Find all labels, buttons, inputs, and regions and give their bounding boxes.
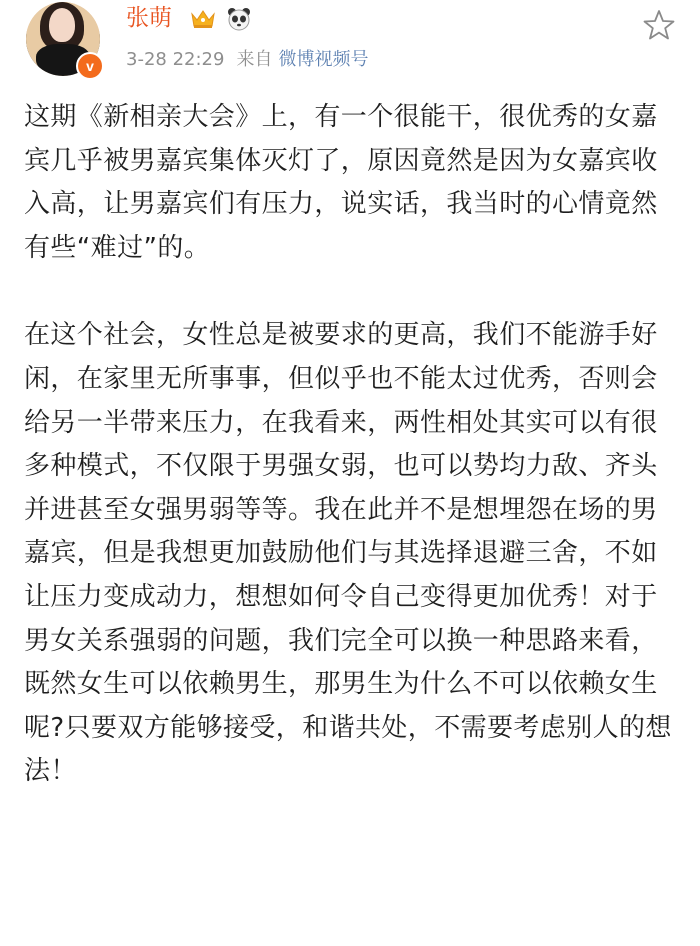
star-outline-icon[interactable] (642, 8, 676, 42)
source-link[interactable]: 微博视频号 (278, 49, 369, 70)
post-meta (126, 48, 368, 72)
author-name[interactable]: 张萌 (126, 5, 172, 31)
post-paragraph-1: 这期《新相亲大会》上，有一个很能干，很优秀的女嘉宾几乎被男嘉宾集体灭灯了，原因竟然是因为女嘉宾收入高，让男嘉宾们有压力，说实话，我当时的心情竟然有些“难过”的。 (24, 102, 658, 263)
panda-icon (226, 6, 252, 32)
source-prefix: 来自 (236, 49, 273, 70)
post-header (0, 0, 700, 92)
post-time: 3-28 22:29 (126, 49, 225, 70)
post-body (24, 96, 674, 794)
verified-v-icon: v (76, 52, 104, 80)
post-paragraph-2: 在这个社会，女性总是被要求的更高，我们不能游手好闲，在家里无所事事，但似乎也不能太过优秀，否则会给另一半带来压力，在我看来，两性相处其实可以有很多种模式，不仅限于男强女弱，也可以势均力敌、齐头并进甚至女强男弱等等。我在此并不是想埋怨在场的男嘉宾，但是我想更加鼓励他们与其选择退避三舍，不如让压力变成动力，想想如何令自己变得更加优秀！对于男女关系强弱的问题，我们完全可以换一种思路来看，既然女生可以依赖男生，那男生为什么不可以依赖女生呢?只要双方能够接受，和谐共处，不需要考虑别人的想法！ (24, 320, 672, 787)
crown-icon (190, 8, 216, 30)
avatar-face (49, 8, 75, 42)
